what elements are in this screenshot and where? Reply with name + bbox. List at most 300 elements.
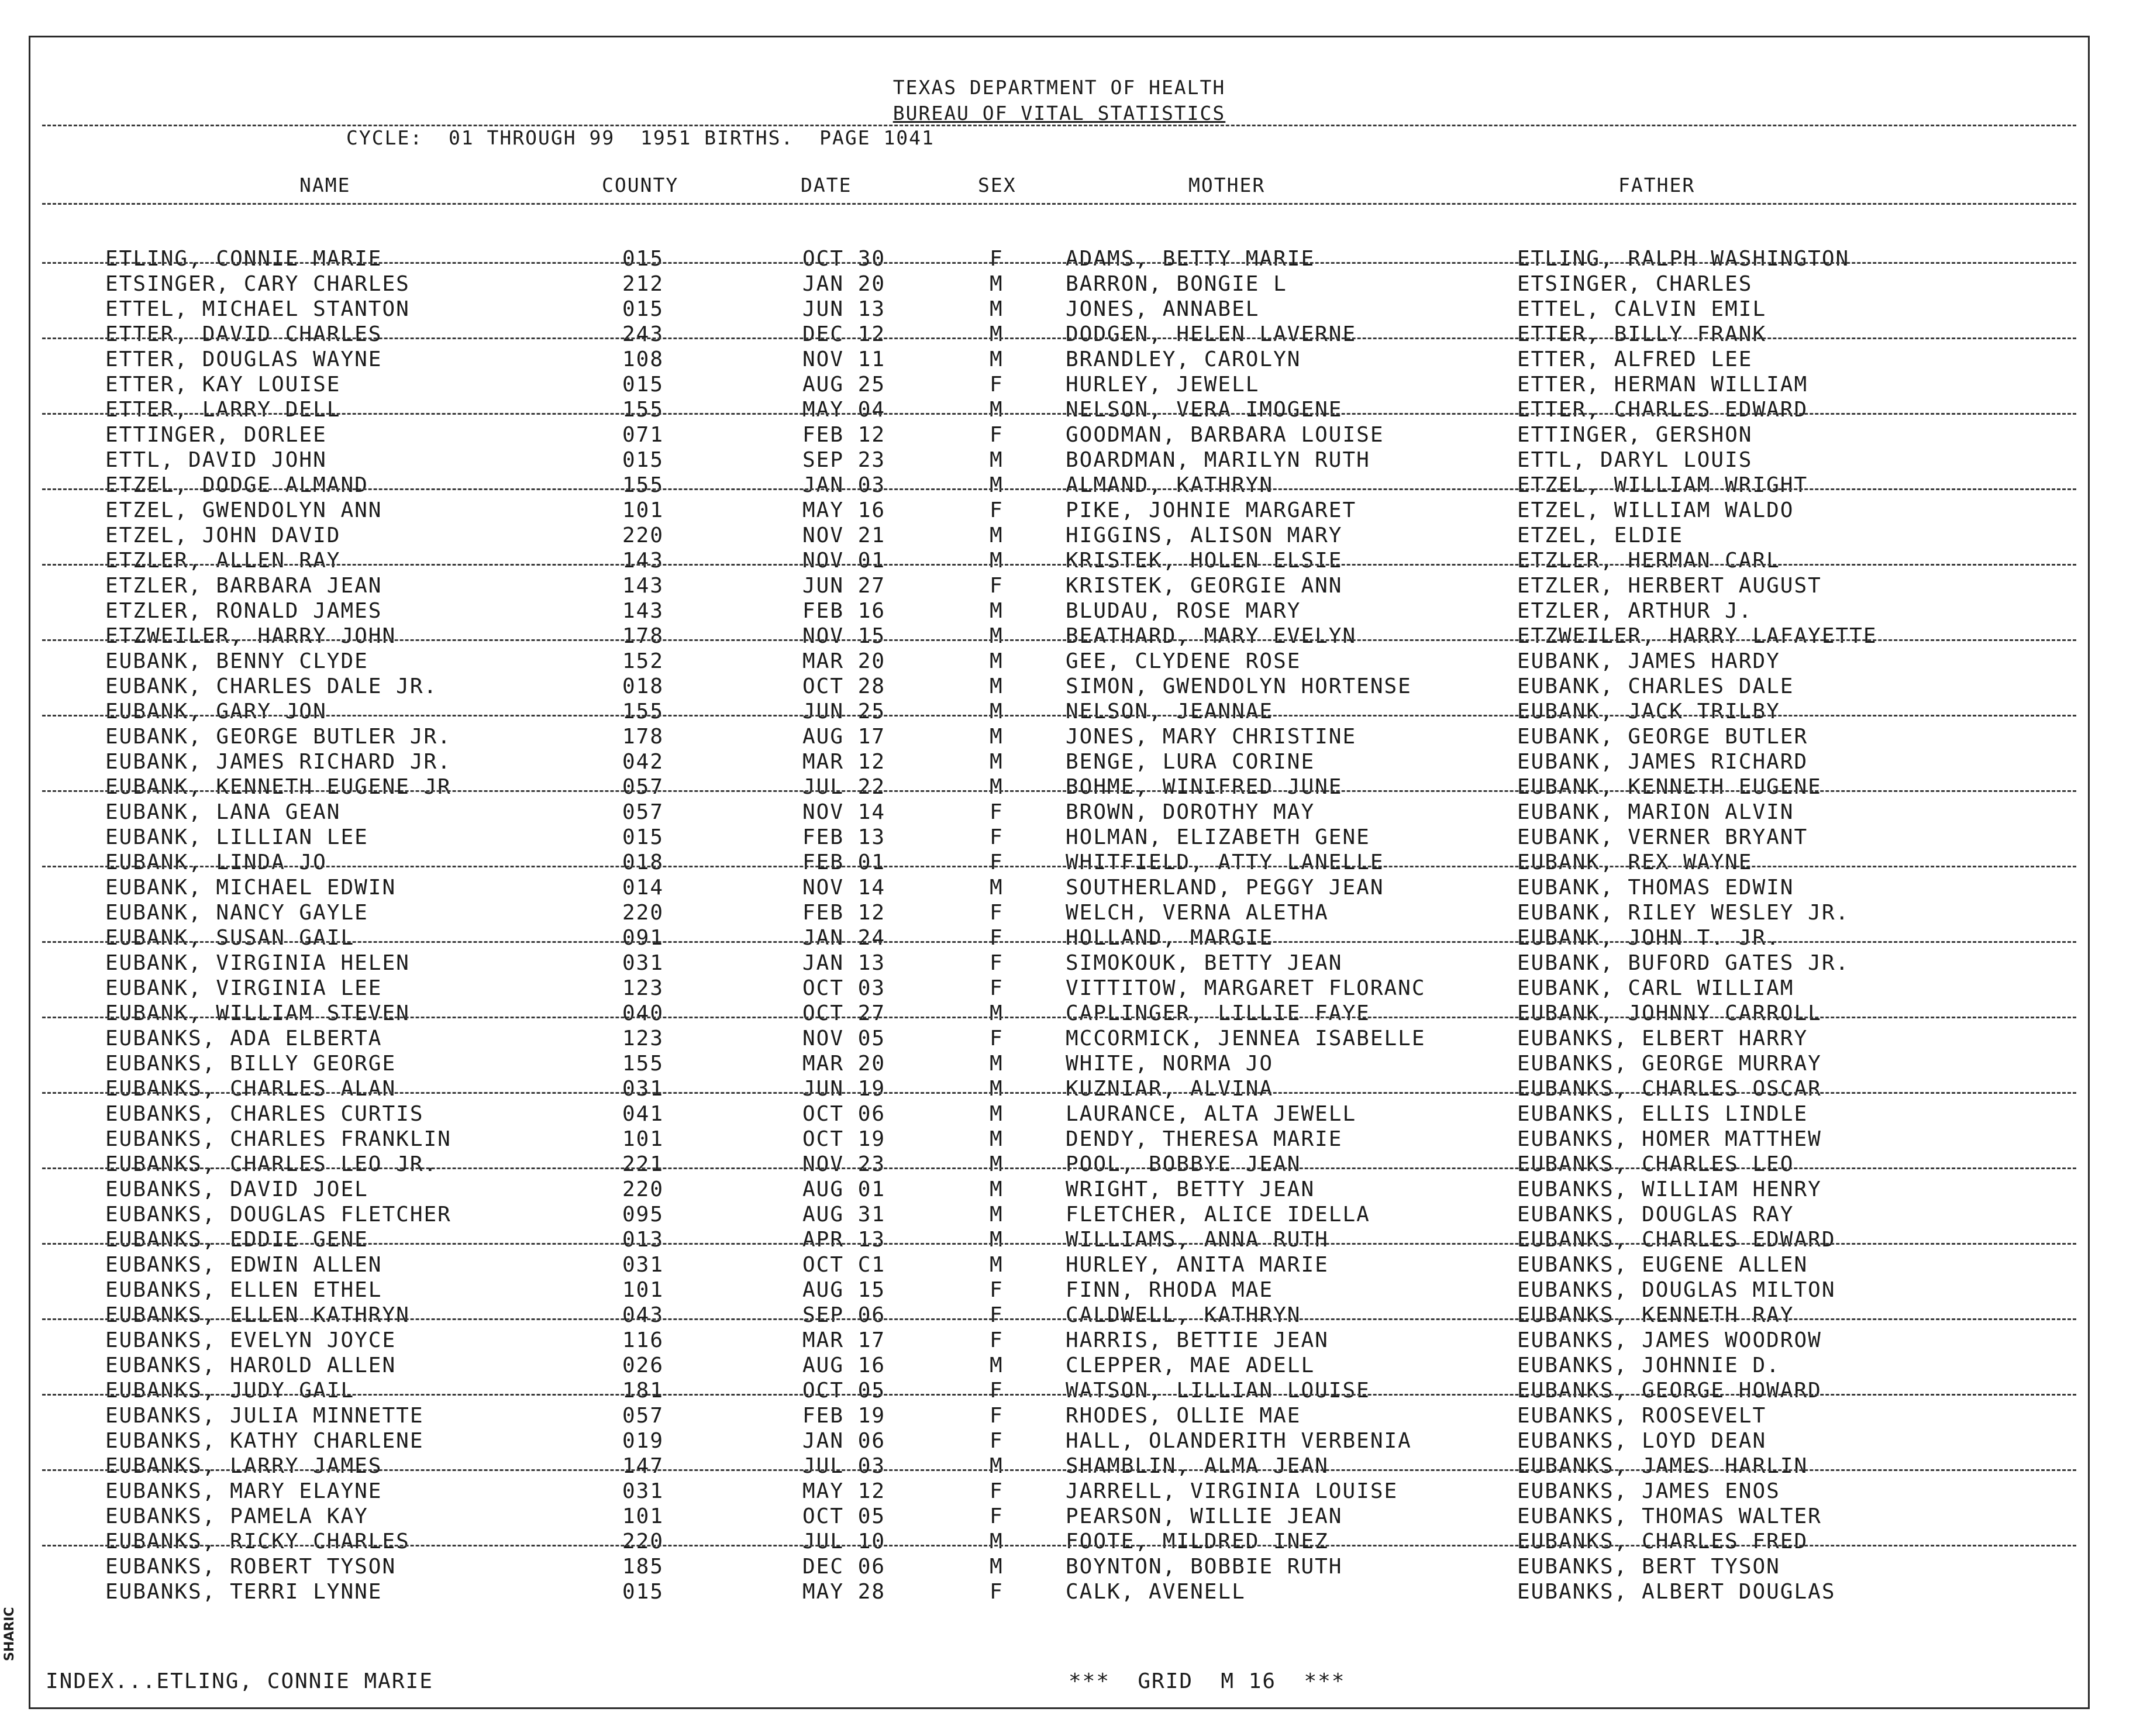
cell-county: 101 <box>622 1504 664 1528</box>
cell-name: ETZLER, ALLEN RAY <box>105 549 341 573</box>
cell-county: 018 <box>622 674 664 698</box>
cell-name: ETZLER, RONALD JAMES <box>105 599 382 623</box>
cell-father: EUBANK, KENNETH EUGENE <box>1517 775 1822 799</box>
cell-county: 015 <box>622 448 664 472</box>
cell-father: EUBANK, MARION ALVIN <box>1517 800 1794 824</box>
cell-father: EUBANKS, ALBERT DOUGLAS <box>1517 1580 1836 1604</box>
cell-sex: M <box>990 700 1004 724</box>
cell-father: EUBANK, JACK TRILBY <box>1517 700 1780 724</box>
cell-name: EUBANKS, HAROLD ALLEN <box>105 1353 397 1377</box>
cell-sex: M <box>990 1203 1004 1227</box>
cell-county: 220 <box>622 1177 664 1201</box>
cell-county: 057 <box>622 800 664 824</box>
cell-date: OCT 19 <box>802 1127 886 1151</box>
cell-mother: WELCH, VERNA ALETHA <box>1066 901 1329 925</box>
cell-father: EUBANK, JAMES RICHARD <box>1517 750 1808 774</box>
cell-mother: BOHME, WINIFRED JUNE <box>1066 775 1343 799</box>
table-row <box>30 1454 2088 1479</box>
index-footer: INDEX...ETLING, CONNIE MARIE <box>46 1669 433 1693</box>
table-row <box>30 322 2088 347</box>
cell-mother: BOARDMAN, MARILYN RUTH <box>1066 448 1370 472</box>
cell-father: EUBANK, GEORGE BUTLER <box>1517 725 1808 749</box>
cell-sex: F <box>990 247 1004 271</box>
cell-county: 178 <box>622 624 664 648</box>
cell-county: 019 <box>622 1429 664 1453</box>
table-row <box>30 398 2088 423</box>
cell-county: 031 <box>622 1479 664 1503</box>
cell-mother: SOUTHERLAND, PEGGY JEAN <box>1066 876 1384 900</box>
cell-mother: BOYNTON, BOBBIE RUTH <box>1066 1555 1343 1579</box>
table-row <box>30 1177 2088 1203</box>
cell-date: JAN 13 <box>802 951 886 975</box>
cell-father: ETTER, ALFRED LEE <box>1517 347 1753 371</box>
cell-father: ETZEL, ELDIE <box>1517 523 1684 547</box>
cell-date: NOV 15 <box>802 624 886 648</box>
agency-title: TEXAS DEPARTMENT OF HEALTH <box>892 76 1226 99</box>
table-row <box>30 1580 2088 1605</box>
cell-sex: M <box>990 398 1004 422</box>
cell-mother: WHITE, NORMA JO <box>1066 1052 1274 1076</box>
cell-father: EUBANKS, CHARLES LEO <box>1517 1152 1794 1176</box>
cell-date: AUG 31 <box>802 1203 886 1227</box>
cell-father: EUBANKS, LOYD DEAN <box>1517 1429 1767 1453</box>
cell-sex: F <box>990 825 1004 849</box>
cell-date: MAR 12 <box>802 750 886 774</box>
cell-name: ETTER, DOUGLAS WAYNE <box>105 347 382 371</box>
cell-county: 185 <box>622 1555 664 1579</box>
cell-father: EUBANKS, THOMAS WALTER <box>1517 1504 1822 1528</box>
cell-name: EUBANK, GARY JON <box>105 700 327 724</box>
cell-sex: M <box>990 549 1004 573</box>
cell-father: EUBANKS, ELLIS LINDLE <box>1517 1102 1808 1126</box>
cell-sex: F <box>990 1404 1004 1428</box>
cell-name: EUBANKS, MARY ELAYNE <box>105 1479 382 1503</box>
cell-mother: CAPLINGER, LILLIE FAYE <box>1066 1001 1370 1025</box>
cell-father: EUBANKS, JAMES ENOS <box>1517 1479 1780 1503</box>
table-row <box>30 901 2088 926</box>
cell-sex: F <box>990 951 1004 975</box>
cell-sex: M <box>990 624 1004 648</box>
cell-name: EUBANKS, LARRY JAMES <box>105 1454 382 1478</box>
cell-father: EUBANKS, CHARLES FRED <box>1517 1530 1808 1554</box>
cell-name: ETTER, KAY LOUISE <box>105 373 341 397</box>
cell-mother: WATSON, LILLIAN LOUISE <box>1066 1379 1370 1403</box>
table-row <box>30 624 2088 649</box>
cell-sex: M <box>990 649 1004 673</box>
table-row <box>30 1353 2088 1379</box>
cell-date: DEC 12 <box>802 322 886 346</box>
cell-sex: M <box>990 1102 1004 1126</box>
row-divider <box>42 639 2076 641</box>
cell-county: 018 <box>622 850 664 874</box>
table-row <box>30 347 2088 373</box>
cell-county: 221 <box>622 1152 664 1176</box>
cell-mother: PIKE, JOHNIE MARGARET <box>1066 498 1357 522</box>
cell-county: 181 <box>622 1379 664 1403</box>
cell-date: OCT 06 <box>802 1102 886 1126</box>
row-divider <box>42 337 2076 339</box>
cell-date: MAY 12 <box>802 1479 886 1503</box>
cell-mother: PEARSON, WILLIE JEAN <box>1066 1504 1343 1528</box>
cell-father: EUBANK, RILEY WESLEY JR. <box>1517 901 1850 925</box>
cell-county: 015 <box>622 825 664 849</box>
bureau-title: BUREAU OF VITAL STATISTICS <box>892 102 1226 125</box>
table-row <box>30 674 2088 700</box>
cell-county: 057 <box>622 775 664 799</box>
table-row <box>30 498 2088 523</box>
row-divider <box>42 1017 2076 1018</box>
cell-sex: M <box>990 674 1004 698</box>
cell-father: ETTINGER, GERSHON <box>1517 423 1753 447</box>
cell-sex: M <box>990 1555 1004 1579</box>
table-row <box>30 1152 2088 1177</box>
cell-sex: F <box>990 901 1004 925</box>
table-row <box>30 1504 2088 1530</box>
cell-mother: KUZNIAR, ALVINA <box>1066 1077 1274 1101</box>
cell-county: 220 <box>622 901 664 925</box>
cell-name: ETZEL, DODGE ALMAND <box>105 473 368 497</box>
cell-father: EUBANK, VERNER BRYANT <box>1517 825 1808 849</box>
cell-county: 031 <box>622 1077 664 1101</box>
cell-sex: F <box>990 1580 1004 1604</box>
cell-county: 152 <box>622 649 664 673</box>
cell-mother: HURLEY, ANITA MARIE <box>1066 1253 1329 1277</box>
cell-sex: M <box>990 876 1004 900</box>
table-row <box>30 1253 2088 1278</box>
cell-sex: M <box>990 322 1004 346</box>
cell-father: EUBANKS, ROOSEVELT <box>1517 1404 1767 1428</box>
cell-mother: BENGE, LURA CORINE <box>1066 750 1315 774</box>
cell-date: JUN 27 <box>802 574 886 598</box>
cell-date: NOV 14 <box>802 800 886 824</box>
cell-name: EUBANKS, CHARLES FRANKLIN <box>105 1127 452 1151</box>
cell-sex: F <box>990 1027 1004 1050</box>
cell-mother: HIGGINS, ALISON MARY <box>1066 523 1343 547</box>
cell-date: FEB 01 <box>802 850 886 874</box>
cell-father: EUBANK, JAMES HARDY <box>1517 649 1780 673</box>
cell-mother: HOLLAND, MARGIE <box>1066 926 1274 950</box>
cell-name: EUBANK, JAMES RICHARD JR. <box>105 750 452 774</box>
cell-mother: KRISTEK, GEORGIE ANN <box>1066 574 1343 598</box>
cell-county: 015 <box>622 297 664 321</box>
cell-sex: M <box>990 523 1004 547</box>
cell-county: 101 <box>622 498 664 522</box>
cell-father: EUBANKS, KENNETH RAY <box>1517 1303 1794 1327</box>
cell-father: ETZLER, HERBERT AUGUST <box>1517 574 1822 598</box>
cell-father: ETZLER, ARTHUR J. <box>1517 599 1753 623</box>
cell-mother: RHODES, OLLIE MAE <box>1066 1404 1301 1428</box>
cell-date: APR 13 <box>802 1228 886 1252</box>
cell-sex: F <box>990 926 1004 950</box>
cycle-line: CYCLE: 01 THROUGH 99 1951 BIRTHS. PAGE 1041 <box>346 126 935 149</box>
table-row <box>30 825 2088 850</box>
cell-date: FEB 12 <box>802 901 886 925</box>
cell-sex: F <box>990 1278 1004 1302</box>
cell-father: EUBANK, BUFORD GATES JR. <box>1517 951 1850 975</box>
cell-county: 091 <box>622 926 664 950</box>
cell-sex: M <box>990 473 1004 497</box>
cell-name: EUBANK, GEORGE BUTLER JR. <box>105 725 452 749</box>
col-header-sex: SEX <box>978 174 1016 197</box>
cell-name: EUBANK, VIRGINIA HELEN <box>105 951 410 975</box>
table-row <box>30 775 2088 800</box>
cell-father: ETZEL, WILLIAM WALDO <box>1517 498 1794 522</box>
cell-mother: DODGEN, HELEN LAVERNE <box>1066 322 1357 346</box>
printout-frame <box>29 36 2090 1709</box>
row-divider <box>42 1545 2076 1546</box>
cell-county: 071 <box>622 423 664 447</box>
cell-county: 243 <box>622 322 664 346</box>
cell-name: ETSINGER, CARY CHARLES <box>105 272 410 296</box>
cell-name: EUBANKS, EDDIE GENE <box>105 1228 368 1252</box>
cell-county: 143 <box>622 549 664 573</box>
row-divider <box>42 1469 2076 1471</box>
cell-sex: M <box>990 1127 1004 1151</box>
cell-name: EUBANKS, BILLY GEORGE <box>105 1052 397 1076</box>
cell-date: MAR 20 <box>802 1052 886 1076</box>
cell-date: MAY 28 <box>802 1580 886 1604</box>
cell-date: FEB 16 <box>802 599 886 623</box>
cell-mother: CLEPPER, MAE ADELL <box>1066 1353 1315 1377</box>
cell-county: 108 <box>622 347 664 371</box>
table-row <box>30 850 2088 876</box>
cell-sex: F <box>990 1303 1004 1327</box>
cell-county: 155 <box>622 1052 664 1076</box>
cell-sex: M <box>990 272 1004 296</box>
table-row <box>30 1530 2088 1555</box>
cell-name: EUBANK, KENNETH EUGENE JR <box>105 775 452 799</box>
cell-mother: FOOTE, MILDRED INEZ <box>1066 1530 1329 1554</box>
table-row <box>30 574 2088 599</box>
table-row <box>30 1052 2088 1077</box>
table-row <box>30 926 2088 951</box>
cell-father: EUBANKS, CHARLES EDWARD <box>1517 1228 1836 1252</box>
cell-name: EUBANK, LINDA JO <box>105 850 327 874</box>
cell-date: SEP 06 <box>802 1303 886 1327</box>
cell-father: EUBANK, THOMAS EDWIN <box>1517 876 1794 900</box>
table-row <box>30 750 2088 775</box>
cell-father: EUBANKS, EUGENE ALLEN <box>1517 1253 1808 1277</box>
cell-father: EUBANKS, BERT TYSON <box>1517 1555 1780 1579</box>
cell-date: AUG 01 <box>802 1177 886 1201</box>
cell-date: JUN 13 <box>802 297 886 321</box>
cell-father: ETZLER, HERMAN CARL <box>1517 549 1780 573</box>
cell-father: ETTER, CHARLES EDWARD <box>1517 398 1808 422</box>
cell-date: NOV 14 <box>802 876 886 900</box>
cell-county: 041 <box>622 1102 664 1126</box>
cell-mother: MCCORMICK, JENNEA ISABELLE <box>1066 1027 1426 1050</box>
table-row <box>30 1001 2088 1027</box>
cell-name: ETTL, DAVID JOHN <box>105 448 327 472</box>
cell-name: EUBANK, SUSAN GAIL <box>105 926 355 950</box>
cell-county: 042 <box>622 750 664 774</box>
cell-date: DEC 06 <box>802 1555 886 1579</box>
divider <box>42 203 2076 205</box>
cell-mother: KRISTEK, HOLEN ELSIE <box>1066 549 1343 573</box>
row-divider <box>42 262 2076 264</box>
side-label: SHARIC <box>2 1607 17 1661</box>
cell-county: 220 <box>622 523 664 547</box>
cell-father: EUBANKS, DOUGLAS RAY <box>1517 1203 1794 1227</box>
cell-father: EUBANKS, JOHNNIE D. <box>1517 1353 1780 1377</box>
cell-sex: F <box>990 1328 1004 1352</box>
cell-date: OCT 03 <box>802 976 886 1000</box>
table-row <box>30 272 2088 297</box>
cell-date: MAY 16 <box>802 498 886 522</box>
row-divider <box>42 1243 2076 1245</box>
cell-name: EUBANK, CHARLES DALE JR. <box>105 674 438 698</box>
cell-name: EUBANKS, KATHY CHARLENE <box>105 1429 424 1453</box>
cell-father: EUBANK, JOHN T. JR. <box>1517 926 1780 950</box>
cell-sex: F <box>990 850 1004 874</box>
cell-mother: ALMAND, KATHRYN <box>1066 473 1274 497</box>
table-row <box>30 1278 2088 1303</box>
cell-name: EUBANKS, PAMELA KAY <box>105 1504 368 1528</box>
cell-sex: M <box>990 297 1004 321</box>
cell-mother: ADAMS, BETTY MARIE <box>1066 247 1315 271</box>
cell-name: ETLING, CONNIE MARIE <box>105 247 382 271</box>
cell-father: EUBANKS, ELBERT HARRY <box>1517 1027 1808 1050</box>
cell-name: EUBANKS, ELLEN ETHEL <box>105 1278 382 1302</box>
cell-mother: NELSON, VERA IMOGENE <box>1066 398 1343 422</box>
cell-mother: JARRELL, VIRGINIA LOUISE <box>1066 1479 1398 1503</box>
cell-date: NOV 05 <box>802 1027 886 1050</box>
cell-sex: M <box>990 347 1004 371</box>
cell-name: EUBANKS, JUDY GAIL <box>105 1379 355 1403</box>
cell-county: 123 <box>622 976 664 1000</box>
table-row <box>30 649 2088 674</box>
cell-sex: F <box>990 976 1004 1000</box>
cell-county: 143 <box>622 574 664 598</box>
cell-county: 123 <box>622 1027 664 1050</box>
cell-mother: JONES, ANNABEL <box>1066 297 1260 321</box>
cell-father: ETZWEILER, HARRY LAFAYETTE <box>1517 624 1877 648</box>
cell-date: MAY 04 <box>802 398 886 422</box>
cell-county: 220 <box>622 1530 664 1554</box>
cell-father: ETTER, HERMAN WILLIAM <box>1517 373 1808 397</box>
cell-county: 015 <box>622 247 664 271</box>
cell-father: EUBANK, REX WAYNE <box>1517 850 1753 874</box>
table-row <box>30 700 2088 725</box>
cell-name: EUBANKS, ADA ELBERTA <box>105 1027 382 1050</box>
cell-date: NOV 11 <box>802 347 886 371</box>
table-row <box>30 1303 2088 1328</box>
cell-name: EUBANK, BENNY CLYDE <box>105 649 368 673</box>
cell-county: 155 <box>622 700 664 724</box>
cell-mother: FLETCHER, ALICE IDELLA <box>1066 1203 1370 1227</box>
cell-county: 155 <box>622 398 664 422</box>
cell-father: EUBANKS, WILLIAM HENRY <box>1517 1177 1822 1201</box>
cell-father: EUBANKS, GEORGE HOWARD <box>1517 1379 1822 1403</box>
cell-father: EUBANKS, JAMES HARLIN <box>1517 1454 1808 1478</box>
cell-date: JUL 03 <box>802 1454 886 1478</box>
cell-county: 178 <box>622 725 664 749</box>
cell-name: ETZLER, BARBARA JEAN <box>105 574 382 598</box>
cell-name: EUBANKS, ROBERT TYSON <box>105 1555 397 1579</box>
cell-mother: VITTITOW, MARGARET FLORANC <box>1066 976 1426 1000</box>
cell-sex: M <box>990 599 1004 623</box>
col-header-father: FATHER <box>1618 174 1696 197</box>
row-divider <box>42 564 2076 566</box>
cell-name: EUBANK, LANA GEAN <box>105 800 341 824</box>
cell-mother: BRANDLEY, CAROLYN <box>1066 347 1301 371</box>
cell-sex: F <box>990 1379 1004 1403</box>
cell-sex: F <box>990 800 1004 824</box>
cell-mother: WILLIAMS, ANNA RUTH <box>1066 1228 1329 1252</box>
cell-name: EUBANK, WILLIAM STEVEN <box>105 1001 410 1025</box>
cell-mother: GOODMAN, BARBARA LOUISE <box>1066 423 1384 447</box>
cell-mother: JONES, MARY CHRISTINE <box>1066 725 1357 749</box>
cell-name: ETZWEILER, HARRY JOHN <box>105 624 397 648</box>
cell-sex: M <box>990 1152 1004 1176</box>
cell-date: JUN 25 <box>802 700 886 724</box>
cell-sex: F <box>990 423 1004 447</box>
cell-father: EUBANK, JOHNNY CARROLL <box>1517 1001 1822 1025</box>
cell-mother: SIMON, GWENDOLYN HORTENSE <box>1066 674 1412 698</box>
cell-date: JUL 22 <box>802 775 886 799</box>
cell-mother: BARRON, BONGIE L <box>1066 272 1287 296</box>
table-row <box>30 1127 2088 1152</box>
table-row <box>30 1328 2088 1353</box>
table-row <box>30 1479 2088 1504</box>
cell-mother: FINN, RHODA MAE <box>1066 1278 1274 1302</box>
cell-sex: M <box>990 775 1004 799</box>
cell-father: ETZEL, WILLIAM WRIGHT <box>1517 473 1808 497</box>
cell-mother: HOLMAN, ELIZABETH GENE <box>1066 825 1370 849</box>
table-row <box>30 951 2088 976</box>
cell-father: EUBANKS, GEORGE MURRAY <box>1517 1052 1822 1076</box>
cell-name: EUBANKS, TERRI LYNNE <box>105 1580 382 1604</box>
col-header-county: COUNTY <box>602 174 679 197</box>
cell-mother: BROWN, DOROTHY MAY <box>1066 800 1315 824</box>
cell-county: 212 <box>622 272 664 296</box>
cell-date: JAN 20 <box>802 272 886 296</box>
cell-name: EUBANKS, CHARLES ALAN <box>105 1077 397 1101</box>
cell-date: AUG 15 <box>802 1278 886 1302</box>
cell-sex: M <box>990 1177 1004 1201</box>
row-divider <box>42 1318 2076 1320</box>
cell-date: SEP 23 <box>802 448 886 472</box>
cell-father: EUBANK, CARL WILLIAM <box>1517 976 1794 1000</box>
cell-county: 026 <box>622 1353 664 1377</box>
cell-sex: M <box>990 1454 1004 1478</box>
cell-father: ETTER, BILLY FRANK <box>1517 322 1767 346</box>
cell-date: FEB 13 <box>802 825 886 849</box>
cell-county: 031 <box>622 951 664 975</box>
cell-mother: CALK, AVENELL <box>1066 1580 1246 1604</box>
cell-date: JAN 03 <box>802 473 886 497</box>
table-row <box>30 1027 2088 1052</box>
cell-sex: M <box>990 1253 1004 1277</box>
cell-name: EUBANKS, CHARLES CURTIS <box>105 1102 424 1126</box>
cell-county: 116 <box>622 1328 664 1352</box>
cell-sex: F <box>990 574 1004 598</box>
cell-name: EUBANKS, DAVID JOEL <box>105 1177 368 1201</box>
cell-name: EUBANKS, EVELYN JOYCE <box>105 1328 397 1352</box>
cell-name: EUBANKS, CHARLES LEO JR. <box>105 1152 438 1176</box>
row-divider <box>42 413 2076 415</box>
cell-date: OCT 30 <box>802 247 886 271</box>
cell-date: OCT 05 <box>802 1504 886 1528</box>
cell-mother: POOL, BOBBYE JEAN <box>1066 1152 1301 1176</box>
cell-name: EUBANK, NANCY GAYLE <box>105 901 368 925</box>
cell-name: ETTER, LARRY DELL <box>105 398 341 422</box>
cell-sex: M <box>990 1052 1004 1076</box>
cell-sex: M <box>990 1353 1004 1377</box>
cell-father: EUBANK, CHARLES DALE <box>1517 674 1794 698</box>
cell-name: EUBANKS, DOUGLAS FLETCHER <box>105 1203 452 1227</box>
cell-name: ETZEL, GWENDOLYN ANN <box>105 498 382 522</box>
